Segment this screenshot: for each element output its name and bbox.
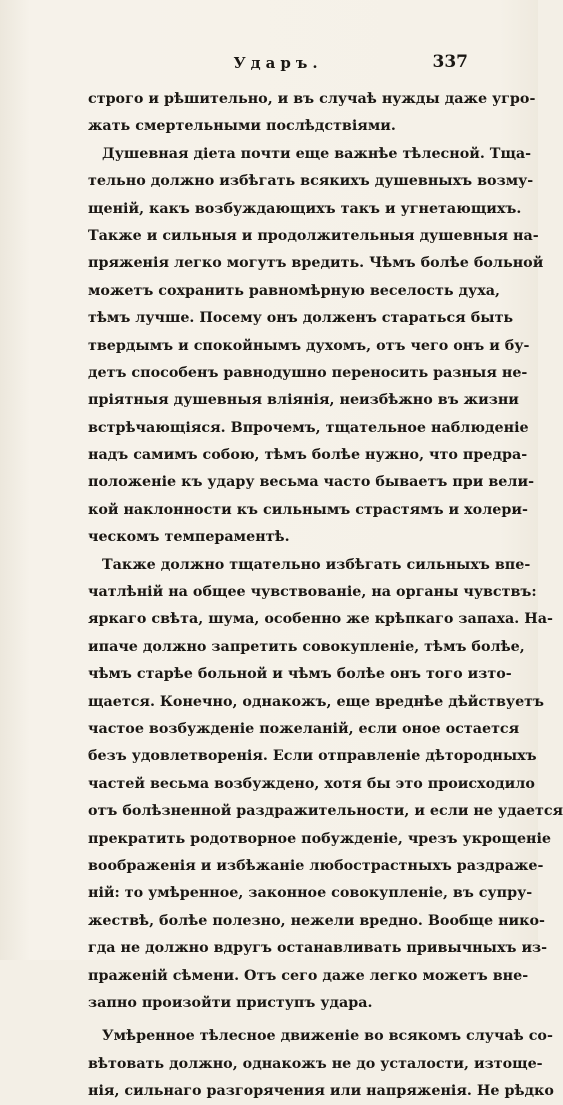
text-line: нія, сильнаго разгорячения или напряженія. Не рѣдко: [88, 1083, 554, 1100]
text-line: кой наклонности къ сильнымъ страстямъ и холери-: [88, 501, 528, 518]
text-line: ній: то умѣренное, законное совокупленіе, въ супру-: [88, 885, 533, 902]
text-line: прекратить родотворное побужденіе, чрезъ укрощеніе: [88, 830, 552, 847]
running-title: Ударъ.: [233, 54, 323, 72]
text-line: чатлѣній на общее чувствованіе, на органы чувствъ:: [88, 584, 537, 601]
page-number: 337: [432, 52, 468, 72]
text-line: праженій сѣмени. Отъ сего даже легко можетъ вне-: [88, 967, 529, 984]
text-line: запно произойти приступъ удара.: [88, 994, 373, 1011]
text-line: воображенія и избѣжаніе любострастныхъ раздраже-: [88, 857, 544, 874]
text-line: отъ болѣзненной раздражительности, и если не удается: [88, 803, 563, 820]
text-line: пріятныя душевныя вліянія, неизбѣжно въ жизни: [88, 392, 519, 409]
text-line: положеніе къ удару весьма часто бываетъ при вели-: [88, 474, 535, 491]
text-line: Душевная діета почти еще важнѣе тѣлесной. Тща-: [102, 145, 532, 162]
text-line: надъ самимъ собою, тѣмъ болѣе нужно, что предра-: [88, 447, 528, 464]
text-line: детъ способенъ равнодушно переносить разныя не-: [88, 364, 528, 381]
text-line: щеній, какъ возбуждающихъ такъ и угнетающихъ.: [88, 200, 522, 217]
text-line: частое возбужденіе пожеланій, если оное остается: [88, 720, 520, 737]
text-line: Умѣренное тѣлесное движеніе во всякомъ случаѣ со-: [102, 1028, 553, 1045]
text-line: твердымъ и спокойнымъ духомъ, отъ чего онъ и бу-: [88, 337, 530, 354]
text-line: ческомъ темпераментѣ.: [88, 529, 290, 546]
page-header: [88, 54, 468, 76]
text-line: вѣтовать должно, однакожъ не до усталости, изтоще-: [88, 1055, 543, 1072]
text-line: Также должно тщательно избѣгать сильныхъ впе-: [102, 556, 531, 573]
text-line: гда не должно вдругъ останавливать привычныхъ из-: [88, 940, 548, 957]
text-line: чѣмъ старѣе больной и чѣмъ болѣе онъ того изто-: [88, 666, 512, 683]
text-line: ипаче должно запретить совокупленіе, тѣмъ болѣе,: [88, 638, 525, 655]
text-line: Также и сильныя и продолжительныя душевныя на-: [88, 227, 539, 244]
text-line: безъ удовлетворенія. Если отправленіе дѣтородныхъ: [88, 748, 537, 765]
text-line: тельно должно избѣгать всякихъ душевныхъ возму-: [88, 173, 534, 190]
body-text: [88, 86, 563, 1105]
text-line: яркаго свѣта, шума, особенно же крѣпкаго запаха. На-: [88, 611, 553, 628]
text-line: щается. Конечно, однакожъ, еще вреднѣе дѣйствуетъ: [88, 693, 544, 710]
text-line: тѣмъ лучше. Посему онъ долженъ стараться быть: [88, 310, 514, 327]
text-line: строго и рѣшительно, и въ случаѣ нужды даже угро-: [88, 91, 536, 107]
text-line: жествѣ, болѣе полезно, нежели вредно. Вообще нико-: [88, 912, 545, 929]
text-line: жать смертельными послѣдствіями.: [88, 118, 396, 135]
text-line: можетъ сохранить равномѣрную веселость духа,: [88, 282, 500, 299]
text-line: встрѣчающіяся. Впрочемъ, тщательное наблюденіе: [88, 419, 529, 436]
text-line: пряженія легко могутъ вредить. Чѣмъ болѣе больной: [88, 255, 544, 272]
text-line: частей весьма возбуждено, хотя бы это происходило: [88, 775, 535, 792]
